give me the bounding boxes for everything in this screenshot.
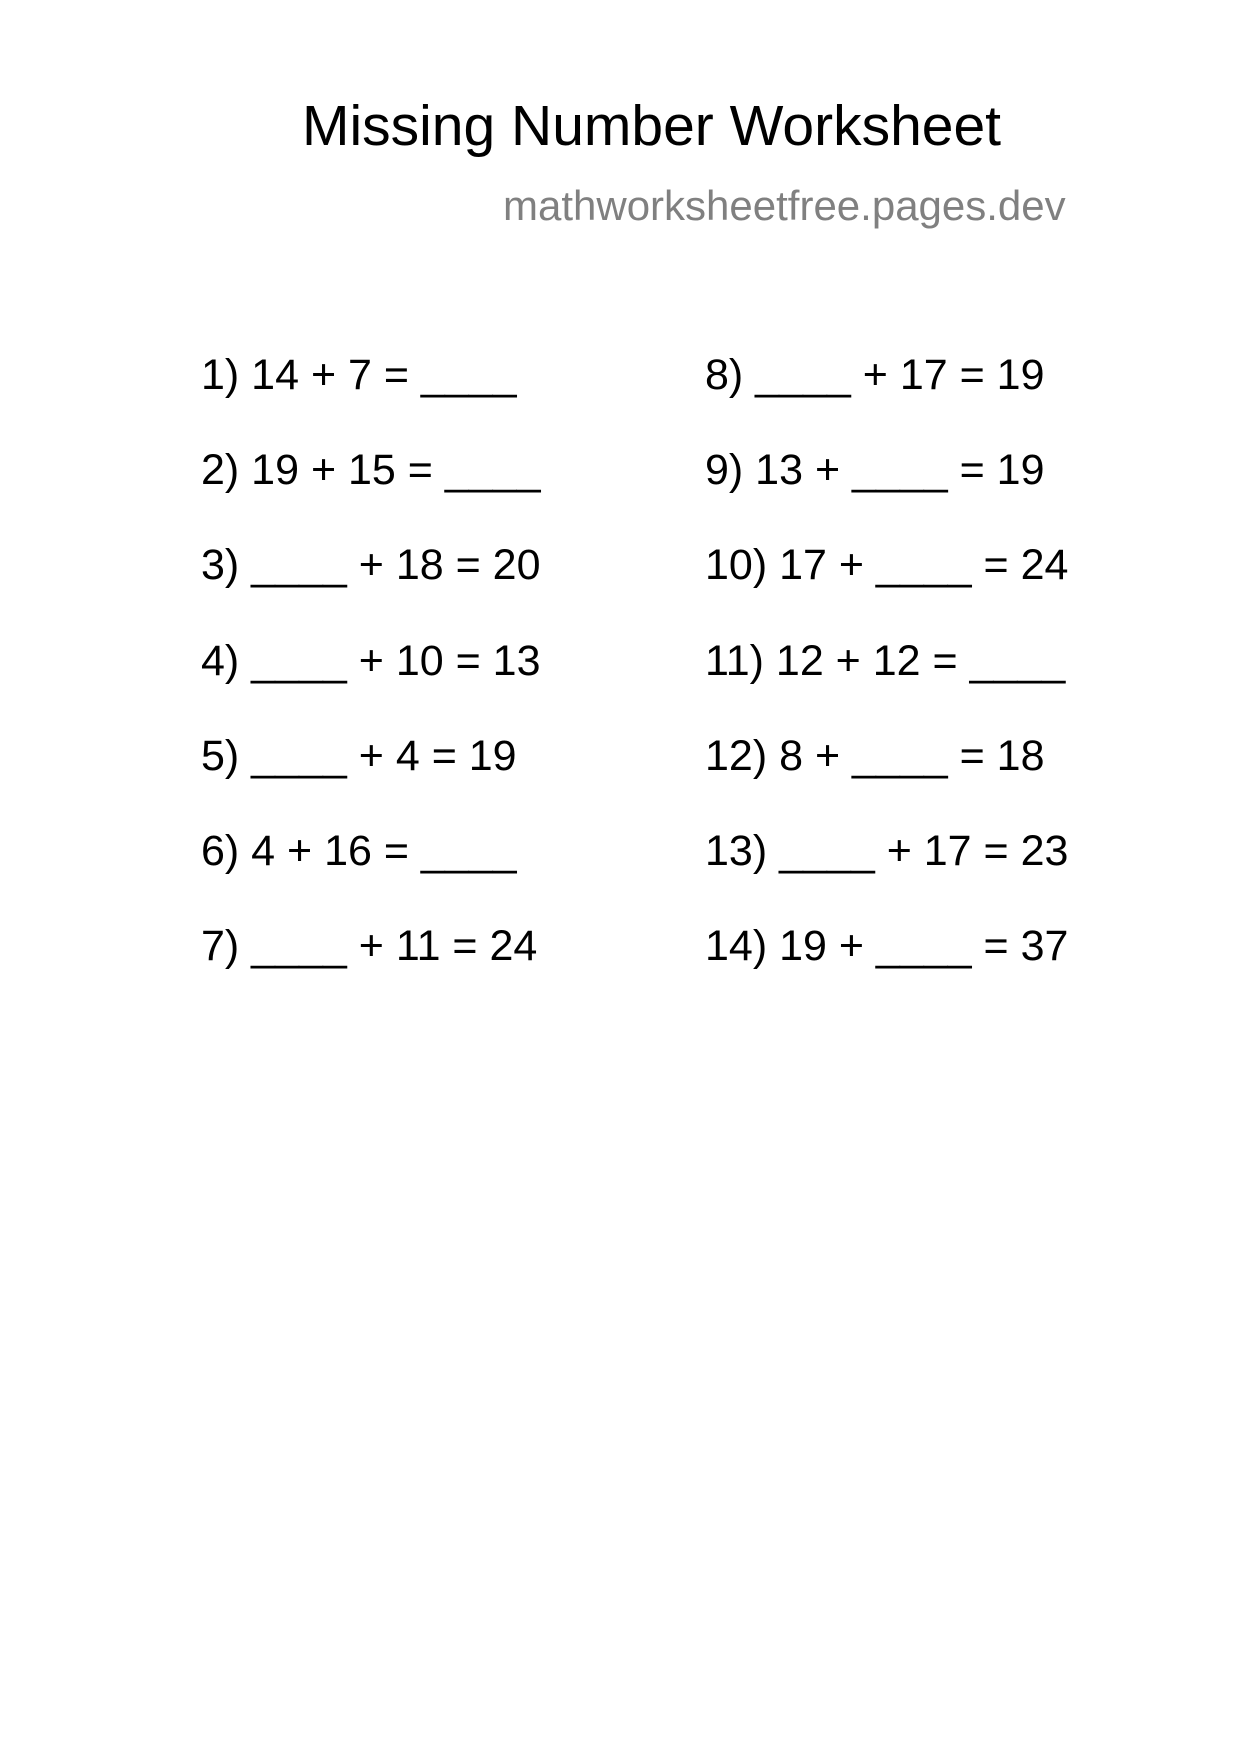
problem-5: 5) ____ + 4 = 19 bbox=[201, 732, 517, 780]
problem-4: 4) ____ + 10 = 13 bbox=[201, 637, 541, 685]
problem-12: 12) 8 + ____ = 18 bbox=[705, 732, 1045, 780]
problem-6: 6) 4 + 16 = ____ bbox=[201, 827, 517, 875]
problem-1: 1) 14 + 7 = ____ bbox=[201, 351, 517, 399]
problem-14: 14) 19 + ____ = 37 bbox=[705, 922, 1069, 970]
problem-8: 8) ____ + 17 = 19 bbox=[705, 351, 1045, 399]
problem-13: 13) ____ + 17 = 23 bbox=[705, 827, 1069, 875]
problem-7: 7) ____ + 11 = 24 bbox=[201, 922, 538, 970]
worksheet-title: Missing Number Worksheet bbox=[302, 94, 1002, 158]
problem-11: 11) 12 + 12 = ____ bbox=[705, 637, 1066, 685]
problem-3: 3) ____ + 18 = 20 bbox=[201, 541, 541, 589]
source-url: mathworksheetfree.pages.dev bbox=[503, 182, 1066, 229]
problem-10: 10) 17 + ____ = 24 bbox=[705, 541, 1069, 589]
problem-9: 9) 13 + ____ = 19 bbox=[705, 446, 1045, 494]
problem-2: 2) 19 + 15 = ____ bbox=[201, 446, 541, 494]
